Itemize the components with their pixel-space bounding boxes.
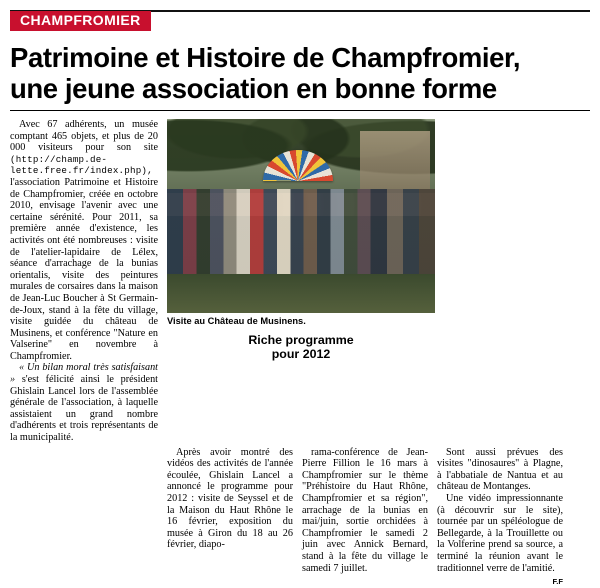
lower-columns (10, 447, 590, 588)
headline-divider (10, 110, 590, 111)
paragraph-intro-part-2: l'association Patrimoine et Histoire de Champfromier, créée en octobre 2010, envisage l'avenir avec une certaine sérénité. Pour 2011, sa première année d'existence, les activités ont été nombreuses : visite de l'atelier-lapidaire de Lélex, séance d'arrachage de la bunias orientalis, visite des peintures murales de corsaires dans la maison de Jean-Luc Boucher à St Germain-de-Joux, stand à la fête du village, visite guidée du château de Musinens, et conférence "Nature en Valserine" en novembre à Champfromier. (10, 176, 158, 362)
headline-line-2: une jeune association en bonne forme (10, 73, 497, 104)
photo-caption: Visite au Château de Musinens. (167, 316, 306, 326)
column-3 (302, 447, 428, 588)
column-1-continued (10, 447, 158, 588)
paragraph-conference-activities: rama-conférence de Jean-Pierre Fillion le 16 mars à Champfromier sur le thème "Préhistoire du Haut Rhône, Champfromier et sa région", arrachage de la bunias en mai/juin, sortie orchidées à Champfromier le samedi 2 juin avec Annick Bernard, stand à la fête du village le samedi 7 juillet. (302, 446, 428, 574)
page-title (10, 42, 590, 104)
photo-group-of-people (167, 189, 435, 278)
section-kicker-label: CHAMPFROMIER (10, 11, 151, 31)
headline-line-1: Patrimoine et Histoire de Champfromier, (10, 42, 521, 73)
quote-moral-report: « Un bilan moral très satisfaisant » (10, 362, 158, 386)
top-block (10, 119, 590, 444)
column-4 (437, 447, 563, 588)
group-photo-chateau-musinens (167, 119, 435, 313)
column-left-top (10, 119, 158, 444)
article-body (10, 119, 590, 588)
paragraph-program-2012: Après avoir montré des vidéos des activités de l'année écoulée, Ghislain Lancel a annoncé le programme pour 2012 : visite de Seyssel et de la Maison du Haut Rhône le 16 février, exposition du musée à Giron du 18 au 26 février, diapo- (167, 446, 293, 551)
paragraph-president-quote (10, 362, 158, 443)
association-website-url: (http://champ.de-lette.free.fr/index.php), (10, 153, 153, 177)
paragraph-video-conclusion: Une vidéo impressionnante (à découvrir sur le site), tournée par un spéléologue de Bellegarde, à la Trouillette ou la Volferine prend sa source, a terminé la réunion avant le traditionnel verre de l'amitié. (437, 493, 563, 574)
paragraph-intro (10, 119, 158, 362)
subheading-line-1: Riche programme (248, 333, 354, 347)
quote-attribution: s'est félicité ainsi le président Ghislain Lancel lors de l'assemblée générale de l'association, à laquelle assistaient un grand nombre d'adhérents et trois représentants de la municipalité. (10, 374, 158, 444)
column-2 (167, 447, 293, 588)
paragraph-intro-part-1: Avec 67 adhérents, un musée comptant 465 objets, et plus de 20 000 visiteurs pour son site (10, 119, 158, 154)
photo-block (167, 119, 435, 444)
section-kicker-bar (10, 10, 590, 32)
subheading (167, 334, 435, 361)
author-initials: F.F (552, 577, 563, 587)
photo-ground (167, 274, 435, 313)
paragraph-planned-visits: Sont aussi prévues des visites "dinosaures" à Plagne, à l'abbatiale de Nantua et au château de Montanges. (437, 446, 563, 493)
subheading-line-2: pour 2012 (271, 346, 331, 361)
